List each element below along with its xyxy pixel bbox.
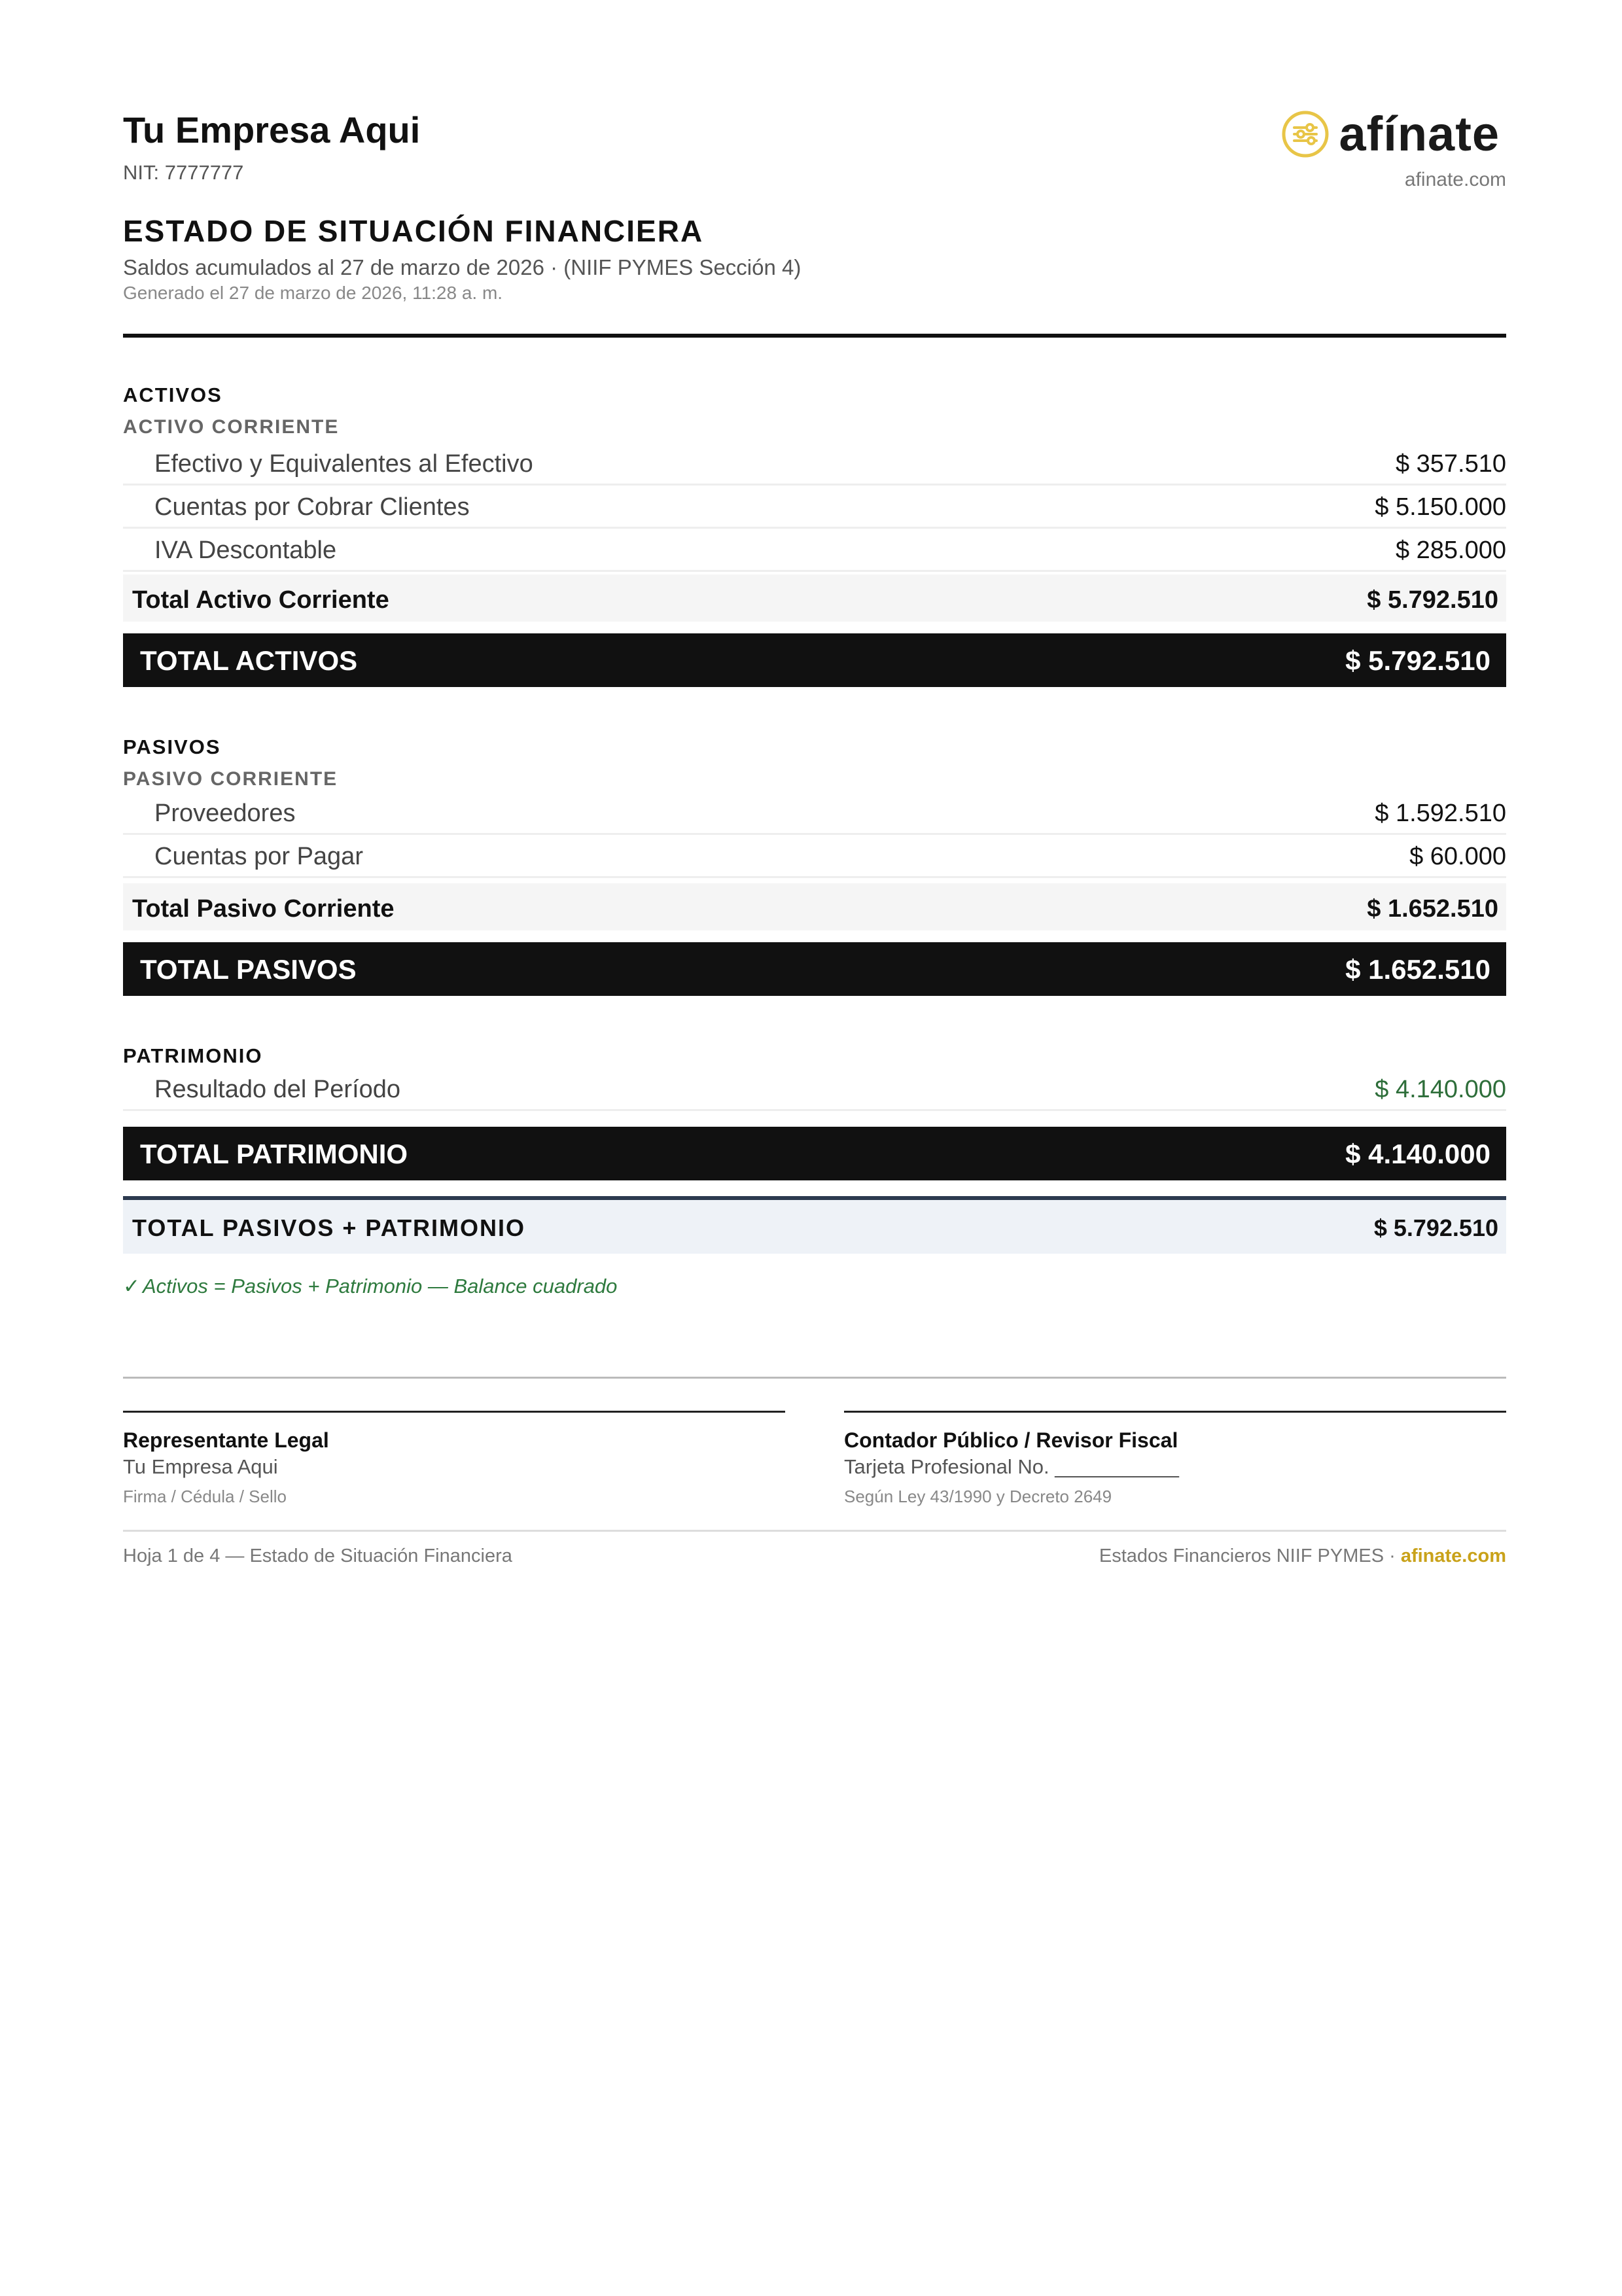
footer-brand-link[interactable]: afinate.com [1400,1545,1506,1566]
table-row [123,487,1506,529]
row-value: $ 1.592.510 [1375,800,1506,827]
table-row [123,530,1506,572]
signature-note: Firma / Cédula / Sello [123,1487,287,1506]
grand-total-label: TOTAL PASIVOS + PATRIMONIO [132,1214,526,1241]
report-subtitle: Saldos acumulados al 27 de marzo de 2026 · (NIIF PYMES Sección 4) [123,255,802,279]
signature-role: Contador Público / Revisor Fiscal [844,1428,1178,1452]
total-value: $ 5.792.510 [1345,645,1490,676]
total-label: TOTAL PASIVOS [140,954,357,985]
signature-block-legal-rep [123,1411,785,1507]
signature-divider [123,1377,1506,1379]
total-bar-activos [123,633,1506,687]
checkmark-icon: ✓ [123,1275,140,1298]
row-value: $ 357.510 [1395,450,1506,478]
row-label: IVA Descontable [154,537,337,564]
signature-note: Según Ley 43/1990 y Decreto 2649 [844,1487,1112,1506]
signature-role: Representante Legal [123,1428,329,1452]
grand-total-row [123,1196,1506,1254]
company-name: Tu Empresa Aqui [123,109,421,150]
company-nit: NIT: 7777777 [123,161,244,184]
total-value: $ 4.140.000 [1345,1139,1490,1169]
table-row [123,1069,1506,1111]
report-title: ESTADO DE SITUACIÓN FINANCIERA [123,214,704,248]
subtotal-row-activo-corriente [123,574,1506,622]
total-value: $ 1.652.510 [1345,954,1490,985]
subtotal-label: Total Activo Corriente [132,586,389,614]
signature-line [844,1411,1506,1413]
footer-brand-info [1099,1545,1506,1567]
table-row [123,836,1506,878]
section-heading-activos: ACTIVOS [123,383,222,406]
section-heading-pasivos: PASIVOS [123,735,221,758]
row-label: Proveedores [154,800,296,827]
afinate-logo [1281,107,1500,161]
balance-check-note [123,1275,617,1298]
subsection-heading-activo-corriente: ACTIVO CORRIENTE [123,416,340,438]
signature-block-accountant [844,1411,1506,1507]
logo-wordmark: afínate [1339,107,1500,161]
section-heading-patrimonio: PATRIMONIO [123,1044,263,1067]
subtotal-value: $ 5.792.510 [1367,586,1498,614]
subtotal-row-pasivo-corriente [123,883,1506,930]
grand-total-value: $ 5.792.510 [1373,1214,1498,1241]
logo-url: afinate.com [1404,169,1506,190]
footer-brand-text: Estados Financieros NIIF PYMES · [1099,1545,1401,1566]
row-label: Resultado del Período [154,1076,401,1103]
row-value: $ 285.000 [1395,537,1506,564]
row-label: Cuentas por Pagar [154,843,363,870]
signature-name: Tu Empresa Aqui [123,1455,278,1478]
subtotal-label: Total Pasivo Corriente [132,895,395,923]
report-generated-date: Generado el 27 de marzo de 2026, 11:28 a. m. [123,283,503,303]
total-label: TOTAL ACTIVOS [140,645,358,676]
row-label: Cuentas por Cobrar Clientes [154,493,470,521]
row-value: $ 60.000 [1409,843,1506,870]
table-row [123,793,1506,835]
table-row [123,444,1506,486]
total-bar-pasivos [123,942,1506,996]
footer-divider [123,1530,1506,1532]
footer-page-info: Hoja 1 de 4 — Estado de Situación Financiera [123,1545,512,1566]
signature-name: Tarjeta Profesional No. ___________ [844,1455,1179,1478]
row-value: $ 4.140.000 [1375,1076,1506,1103]
sliders-circle-icon [1281,110,1330,158]
signature-line [123,1411,785,1413]
header-divider [123,334,1506,338]
total-bar-patrimonio [123,1127,1506,1180]
row-value: $ 5.150.000 [1375,493,1506,521]
balance-check-text: Activos = Pasivos + Patrimonio — Balance cuadrado [142,1275,618,1298]
subsection-heading-pasivo-corriente: PASIVO CORRIENTE [123,768,338,790]
subtotal-value: $ 1.652.510 [1367,895,1498,923]
total-label: TOTAL PATRIMONIO [140,1139,408,1169]
row-label: Efectivo y Equivalentes al Efectivo [154,450,533,478]
